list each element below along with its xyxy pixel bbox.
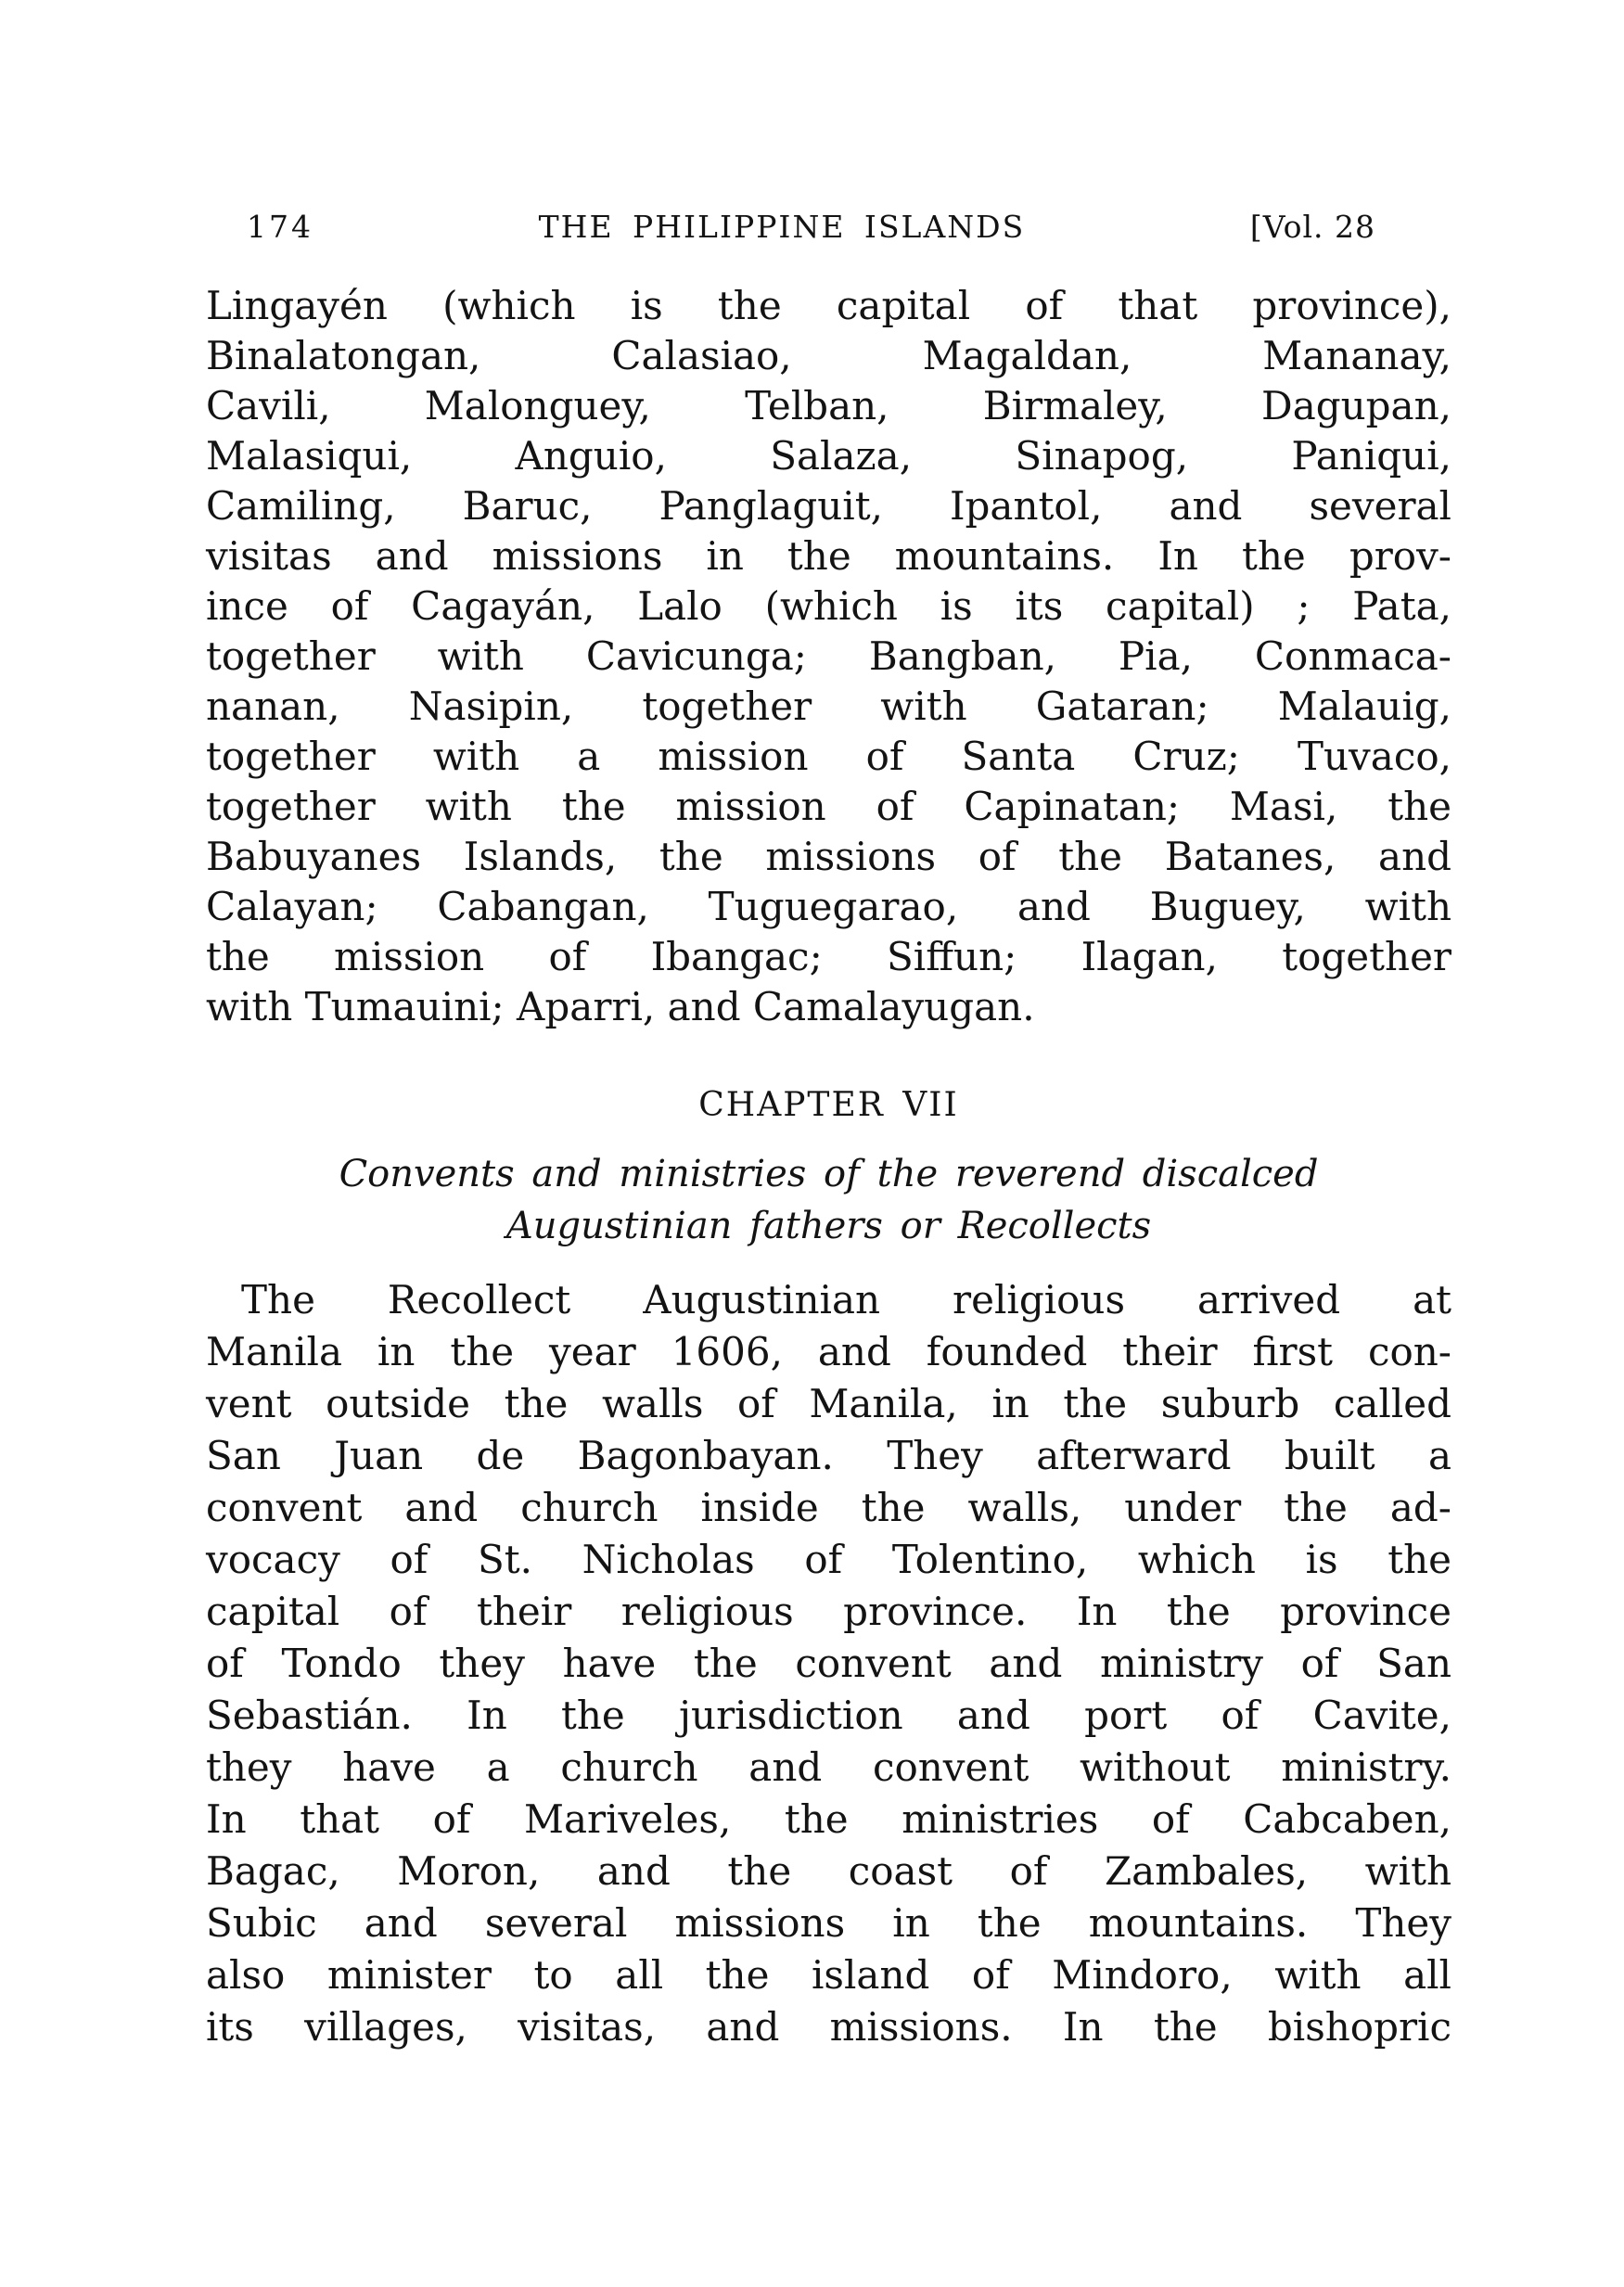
- text-line: Babuyanes Islands, the missions of the Batanes, and: [206, 834, 1451, 879]
- text-line: also minister to all the island of Mindoro, with all: [206, 1952, 1451, 1998]
- text-line: nanan, Nasipin, together with Gataran; Malauig,: [206, 684, 1451, 729]
- text-line: together with Cavicunga; Bangban, Pia, Conmaca-: [206, 633, 1451, 679]
- text-line: of Tondo they have the convent and ministry of San: [206, 1641, 1451, 1686]
- text-line: the mission of Ibangac; Siffun; Ilagan, together: [206, 934, 1451, 979]
- text-line: San Juan de Bagonbayan. They afterward built a: [206, 1433, 1451, 1478]
- text-line: ince of Cagayán, Lalo (which is its capital) ; Pata,: [206, 583, 1451, 629]
- text-line: visitas and missions in the mountains. In the prov-: [206, 533, 1451, 579]
- text-line: In that of Mariveles, the ministries of Cabcaben,: [206, 1796, 1451, 1842]
- text-line: its villages, visitas, and missions. In the bishopric: [206, 2004, 1451, 2050]
- text-line: convent and church inside the walls, under the ad-: [206, 1485, 1451, 1530]
- chapter-subtitle: [206, 1148, 1451, 1252]
- volume-label: [Vol. 28: [1249, 209, 1375, 245]
- text-line: they have a church and convent without ministry.: [206, 1744, 1451, 1790]
- text-line: Subic and several missions in the mountains. They: [206, 1900, 1451, 1946]
- text-line: Camiling, Baruc, Panglaguit, Ipantol, and several: [206, 483, 1451, 529]
- text-line: The Recollect Augustinian religious arrived at: [241, 1277, 1451, 1322]
- page-number: 174: [247, 209, 313, 245]
- text-line: vent outside the walls of Manila, in the suburb called: [206, 1381, 1451, 1426]
- text-line: Manila in the year 1606, and founded their first con-: [206, 1329, 1451, 1374]
- text-line: together with the mission of Capinatan; Masi, the: [206, 784, 1451, 829]
- paragraph-recollect-augustinians: [206, 1274, 1451, 2053]
- chapter-subtitle-line-2: Augustinian fathers or Recollects: [505, 1205, 1152, 1247]
- text-line: Lingayén (which is the capital of that province),: [206, 283, 1451, 328]
- text-line: vocacy of St. Nicholas of Tolentino, which is the: [206, 1537, 1451, 1582]
- text-line: capital of their religious province. In the province: [206, 1589, 1451, 1634]
- text-line: Bagac, Moron, and the coast of Zambales, with: [206, 1848, 1451, 1894]
- chapter-heading: CHAPTER VII: [698, 1086, 959, 1124]
- running-title: THE PHILIPPINE ISLANDS: [538, 209, 1026, 245]
- text-line: Sebastián. In the jurisdiction and port of Cavite,: [206, 1693, 1451, 1738]
- text-line: Malasiqui, Anguio, Salaza, Sinapog, Paniqui,: [206, 433, 1451, 479]
- text-line: Binalatongan, Calasiao, Magaldan, Mananay,: [206, 333, 1451, 378]
- page-header: [206, 209, 1451, 246]
- text-line: Cavili, Malonguey, Telban, Birmaley, Dagupan,: [206, 383, 1451, 428]
- text-line: Calayan; Cabangan, Tuguegarao, and Buguey, with: [206, 884, 1451, 929]
- text-line: with Tumauini; Aparri, and Camalayugan.: [206, 984, 1035, 1029]
- paragraph-provinces-list: [206, 281, 1451, 1032]
- text-line: together with a mission of Santa Cruz; Tuvaco,: [206, 734, 1451, 779]
- chapter-subtitle-line-1: Convents and ministries of the reverend discalced: [339, 1153, 1319, 1195]
